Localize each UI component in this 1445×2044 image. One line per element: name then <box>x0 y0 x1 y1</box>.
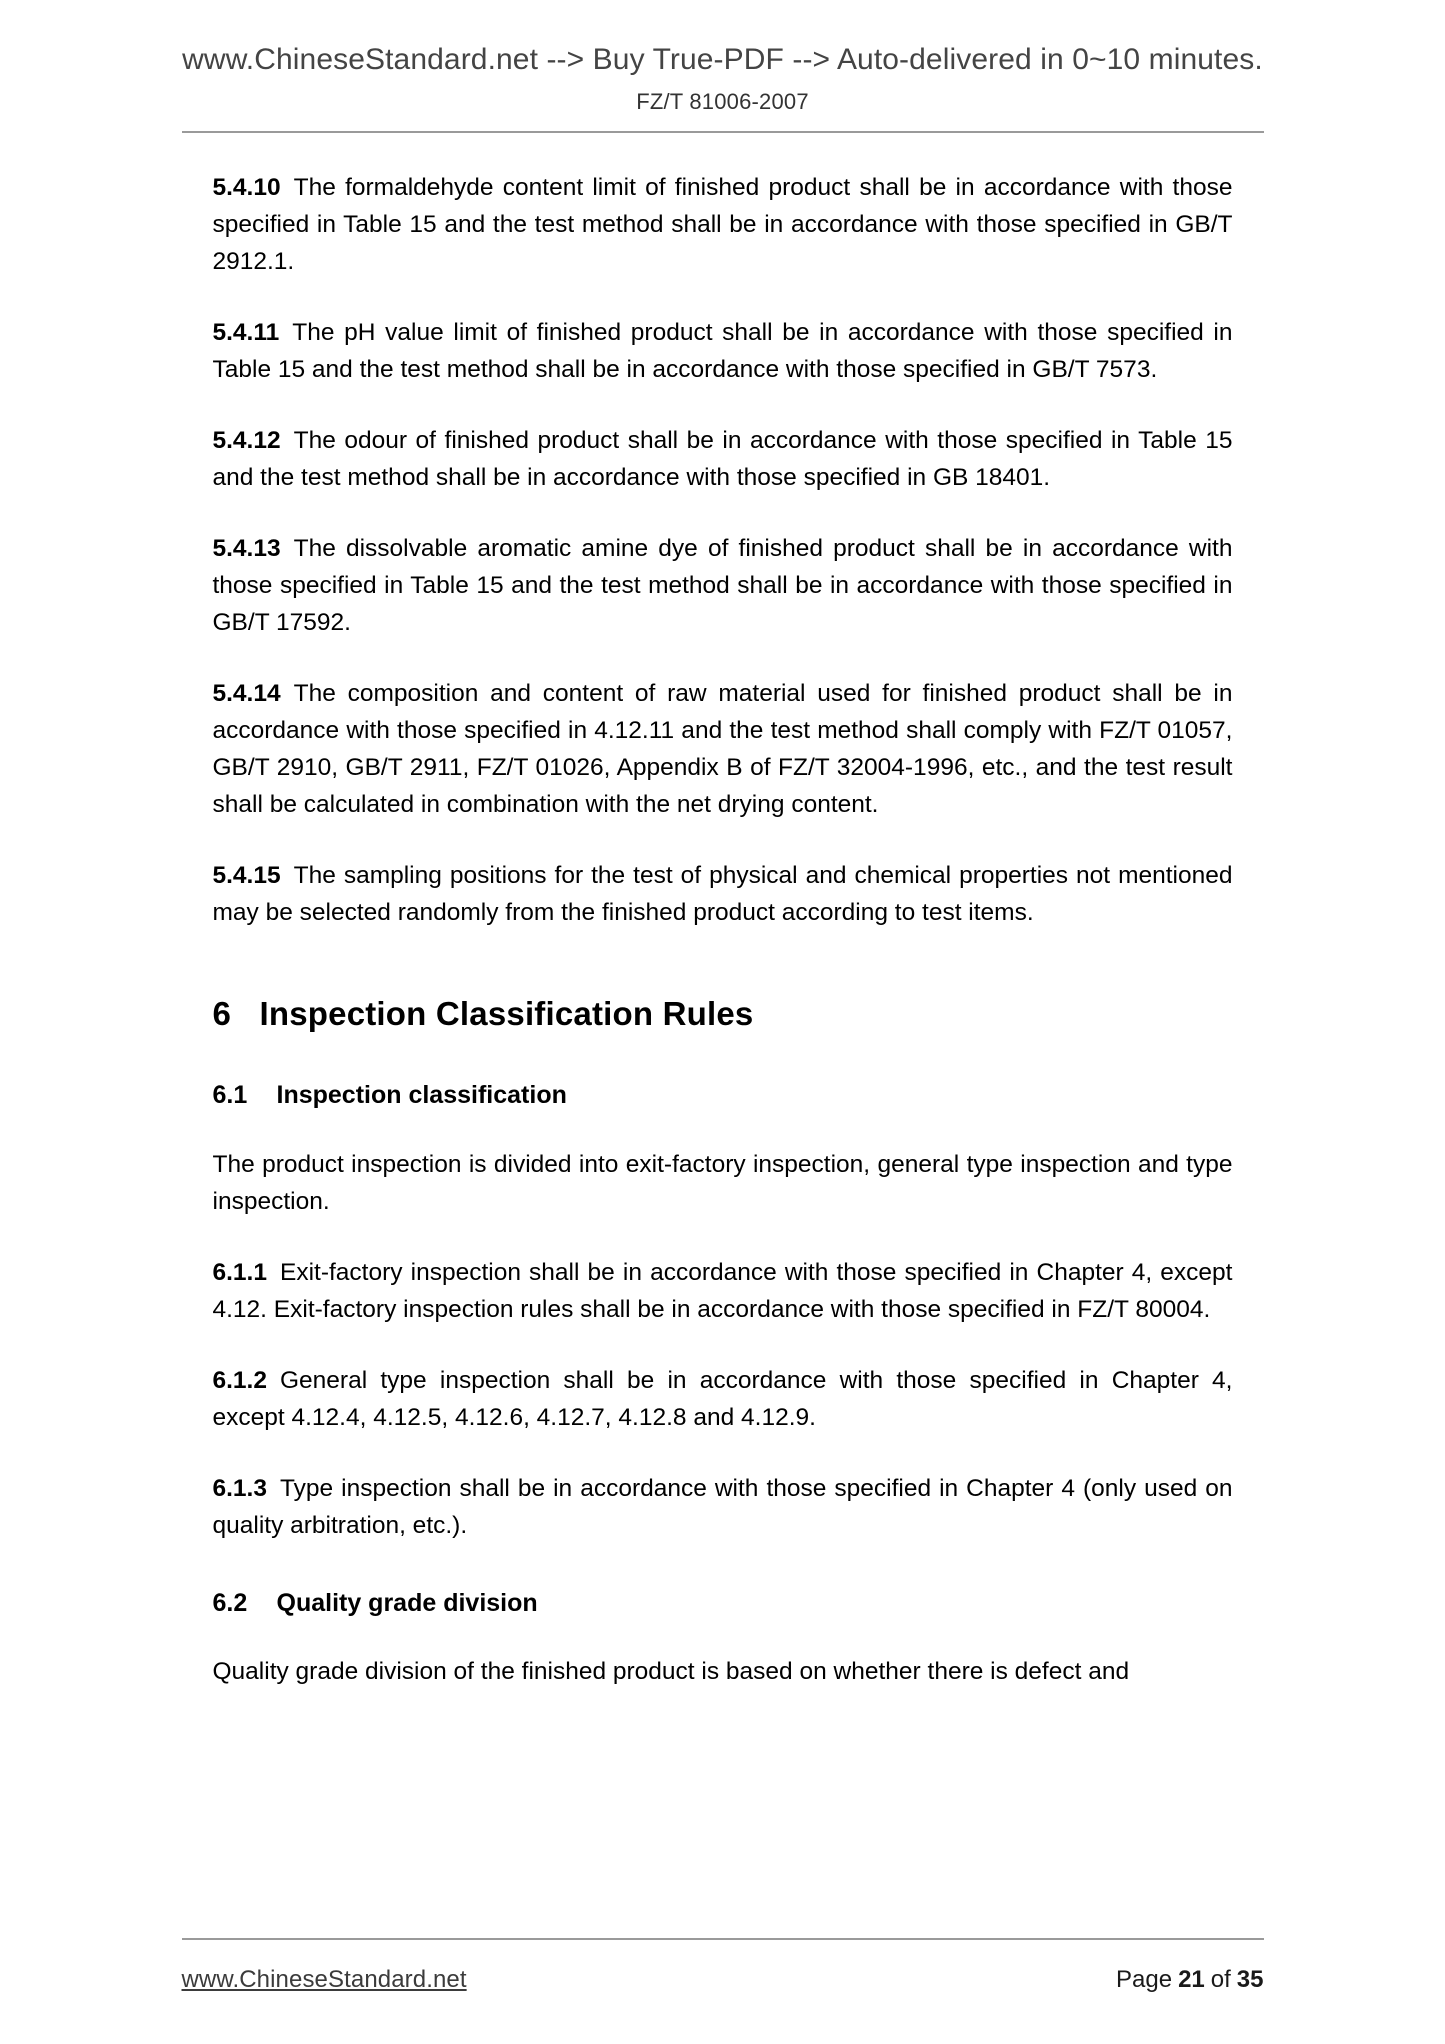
clause-paragraph <box>213 857 1233 931</box>
clause-number: 6.1.2 <box>212 1366 267 1394</box>
document-content <box>213 133 1233 1690</box>
clause-text: The composition and content of raw material used for finished product shall be in accordance with those specified in 4.12.11 and the test method shall comply with FZ/T 01057, GB/T 2910, GB/T 2911, FZ/T 01026, Appendix B of FZ/T 32004-1996, etc., and the test result shall be calculated in combination with the net drying content. <box>212 680 1233 818</box>
clause-paragraph <box>213 314 1233 388</box>
clause-number: 5.4.13 <box>212 535 281 562</box>
section-heading-6-2-title: Quality grade division <box>276 1588 538 1617</box>
clause-text: Type inspection shall be in accordance with those specified in Chapter 4 (only used on quality arbitration, etc.). <box>212 1474 1233 1539</box>
section-heading-6-2 <box>213 1588 1233 1619</box>
clause-text: The dissolvable aromatic amine dye of finished product shall be in accordance with those specified in Table 15 and the test method shall be in accordance with those specified in GB/T 17592. <box>212 535 1233 636</box>
clause-paragraph <box>213 530 1233 641</box>
footer-row <box>182 1966 1264 1994</box>
section-heading-6-title: Inspection Classification Rules <box>259 995 754 1032</box>
clause-paragraph <box>213 1254 1233 1328</box>
footer-divider <box>182 1938 1264 1940</box>
footer-page-number: 21 <box>1178 1966 1205 1993</box>
clause-text: General type inspection shall be in accordance with those specified in Chapter 4, except 4.12.4, 4.12.5, 4.12.6, 4.12.7, 4.12.8 and 4.12.9. <box>212 1366 1233 1431</box>
page-footer <box>0 1938 1445 1994</box>
section-heading-6-1-title: Inspection classification <box>276 1081 567 1110</box>
clause-number: 6.1.3 <box>212 1474 267 1502</box>
clause-paragraph <box>213 422 1233 496</box>
footer-page-indicator <box>1116 1966 1263 1994</box>
page-header <box>0 0 1445 133</box>
section-heading-6-1 <box>213 1080 1233 1111</box>
clause-number: 5.4.14 <box>212 680 281 707</box>
footer-total-pages: 35 <box>1236 1966 1264 1993</box>
clause-text: The pH value limit of finished product shall be in accordance with those specified in Table 15 and the test method shall be in accordance with those specified in GB/T 7573. <box>212 319 1233 383</box>
clause-text: The sampling positions for the test of physical and chemical properties not mentioned may be selected randomly from the finished product according to test items. <box>212 862 1233 926</box>
section-heading-6 <box>213 993 1233 1034</box>
section-6-2-intro: Quality grade division of the finished product is based on whether there is defect and <box>212 1657 1130 1685</box>
clause-text: The formaldehyde content limit of finished product shall be in accordance with those specified in Table 15 and the test method shall be in accordance with those specified in GB/T 2912.1. <box>212 174 1233 275</box>
clause-number: 5.4.12 <box>212 427 281 454</box>
clause-number: 5.4.15 <box>212 862 281 889</box>
header-standard-number: FZ/T 81006-2007 <box>636 89 809 114</box>
clause-paragraph <box>213 1362 1233 1436</box>
clause-paragraph <box>213 1470 1233 1544</box>
clause-paragraph <box>213 675 1233 823</box>
clause-number: 6.1.1 <box>212 1258 267 1286</box>
section-heading-6-1-number: 6.1 <box>212 1081 248 1110</box>
footer-website-link[interactable]: www.ChineseStandard.net <box>181 1966 467 1993</box>
footer-of-label: of <box>1210 1966 1231 1993</box>
clause-text: Exit-factory inspection shall be in accordance with those specified in Chapter 4, except 4.12. Exit-factory inspection rules shall be in accordance with those specified in FZ/T 80004. <box>212 1258 1233 1323</box>
clause-text: The odour of finished product shall be in accordance with those specified in Table 15 and the test method shall be in accordance with those specified in GB 18401. <box>212 427 1233 491</box>
clause-paragraph <box>213 169 1233 280</box>
section-heading-6-number: 6 <box>212 995 232 1032</box>
section-heading-6-2-number: 6.2 <box>212 1588 248 1617</box>
clause-number: 5.4.11 <box>212 319 280 346</box>
header-promo-text: www.ChineseStandard.net --> Buy True-PDF --> Auto-delivered in 0~10 minutes. <box>182 43 1263 76</box>
footer-page-label: Page <box>1116 1966 1173 1993</box>
clause-number: 5.4.10 <box>212 174 281 201</box>
section-6-1-intro: The product inspection is divided into exit-factory inspection, general type inspection and type inspection. <box>212 1150 1233 1215</box>
